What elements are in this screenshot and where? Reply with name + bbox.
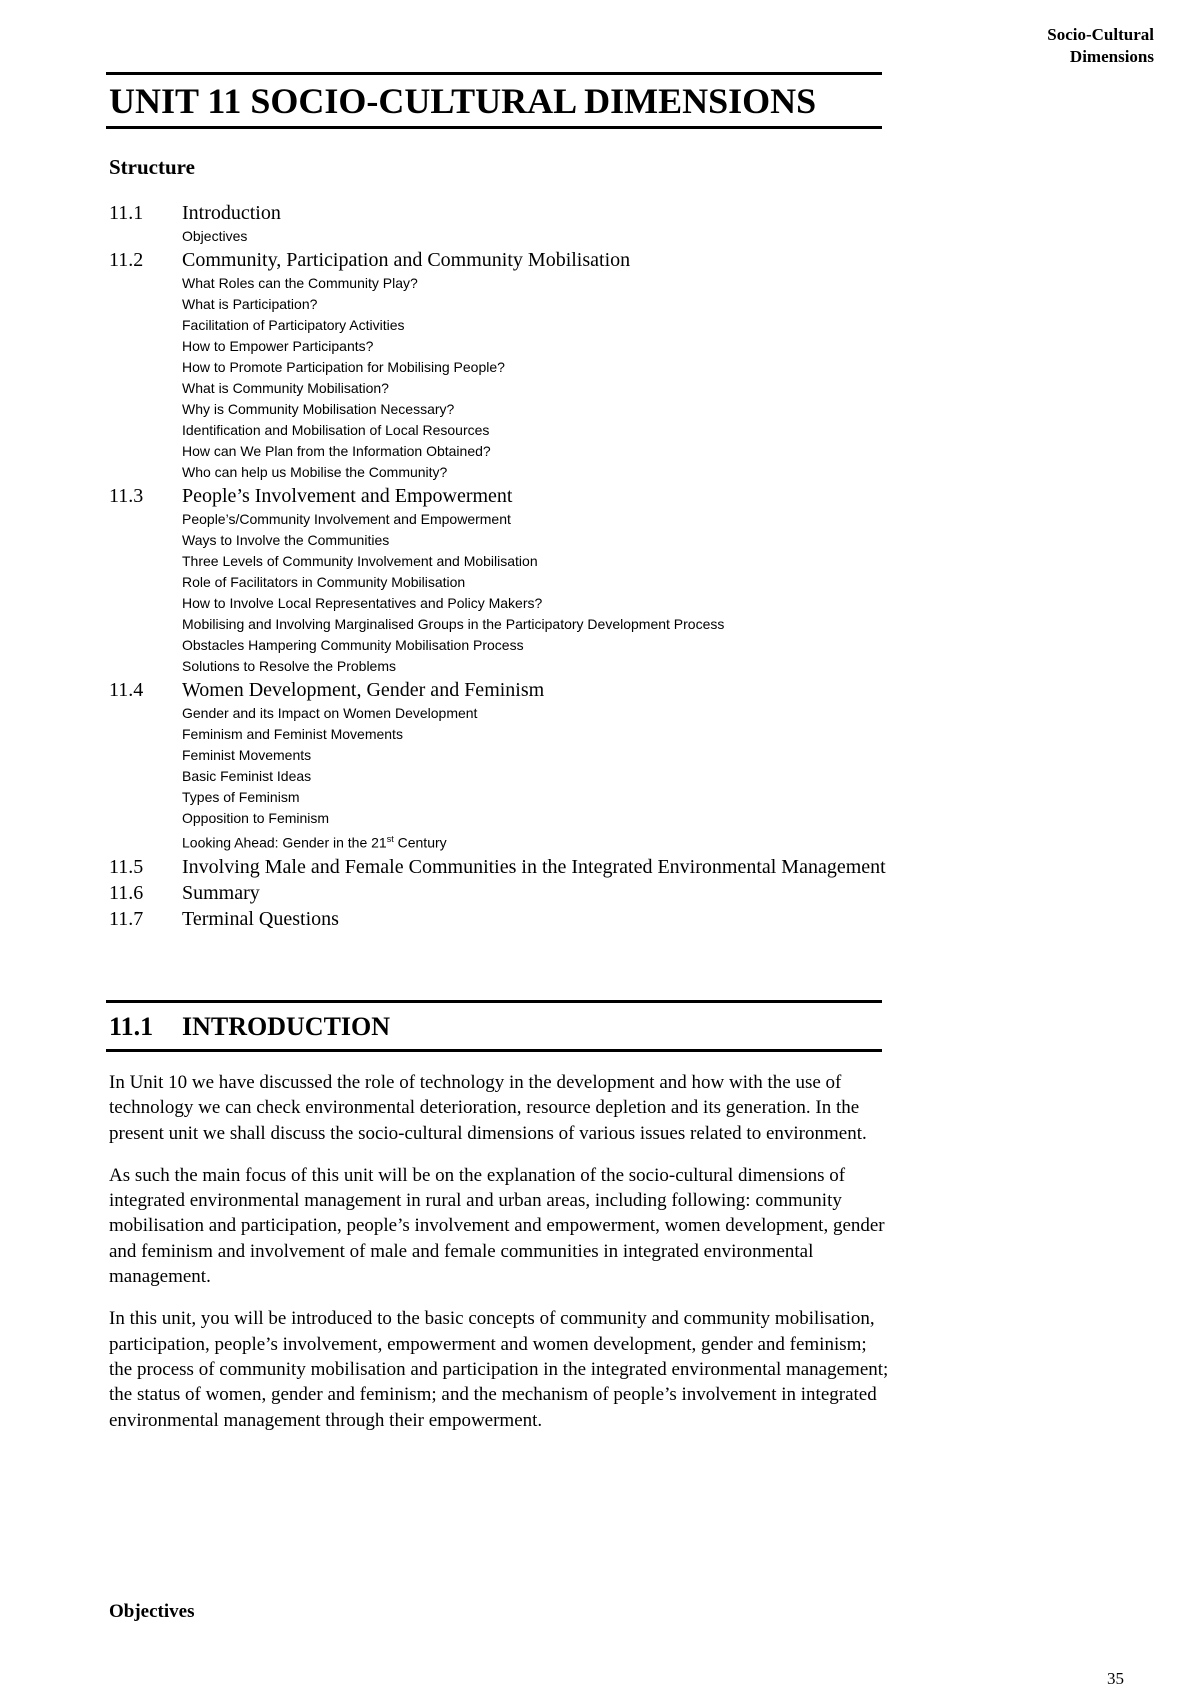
toc-subitem: Basic Feminist Ideas (182, 768, 312, 784)
toc-subitem: How to Involve Local Representatives and Policy Makers? (182, 595, 543, 611)
unit-title: UNIT 11 SOCIO-CULTURAL DIMENSIONS (109, 81, 817, 121)
toc-number: 11.1 (109, 202, 144, 224)
toc-subitem: Feminism and Feminist Movements (182, 726, 403, 742)
section-title: INTRODUCTION (182, 1012, 391, 1041)
toc-number: 11.2 (109, 249, 144, 271)
toc-subitem: What is Community Mobilisation? (182, 380, 389, 396)
toc-subitem: Three Levels of Community Involvement and Mobilisation (182, 553, 538, 569)
toc-section (109, 247, 889, 483)
toc-section (109, 677, 889, 854)
toc-title: Women Development, Gender and Feminism (182, 679, 545, 701)
toc-subitem: Types of Feminism (182, 789, 300, 805)
table-of-contents (109, 200, 889, 932)
toc-subitem: How to Promote Participation for Mobilising People? (182, 359, 505, 375)
toc-title: People’s Involvement and Empowerment (182, 485, 513, 507)
structure-heading: Structure (109, 155, 195, 179)
toc-subitem: Facilitation of Participatory Activities (182, 317, 405, 333)
page-number: 35 (1107, 1669, 1124, 1688)
toc-number: 11.6 (109, 881, 144, 904)
toc-section (109, 906, 889, 932)
toc-subitem: How to Empower Participants? (182, 338, 374, 354)
section-number: 11.1 (109, 1012, 154, 1041)
toc-subitem: Identification and Mobilisation of Local Resources (182, 422, 490, 438)
toc-subitem: Obstacles Hampering Community Mobilisation Process (182, 637, 524, 653)
toc-subitem: Looking Ahead: Gender in the 21st Century (182, 834, 447, 851)
section-top-rule (106, 1000, 882, 1003)
ordinal-superscript: st (386, 834, 394, 844)
toc-number: 11.4 (109, 679, 144, 701)
objectives-heading: Objectives (109, 1601, 195, 1622)
toc-subitem: Gender and its Impact on Women Development (182, 705, 478, 721)
title-top-rule (106, 72, 882, 75)
toc-title: Community, Participation and Community Mobilisation (182, 249, 631, 271)
toc-subitem: What is Participation? (182, 296, 318, 312)
toc-section (109, 483, 889, 677)
toc-subitem: Who can help us Mobilise the Community? (182, 464, 448, 480)
paragraph: In Unit 10 we have discussed the role of technology in the development and how with the use of technology we can check environmental deterioration, resource depletion and its generation. In the present unit we shall discuss the socio-cultural dimensions of various issues related to environment. (109, 1072, 867, 1144)
toc-title: Summary (182, 881, 260, 904)
section-heading (109, 1010, 390, 1044)
toc-number: 11.7 (109, 907, 144, 930)
toc-section (109, 200, 889, 247)
paragraph: As such the main focus of this unit will be on the explanation of the socio-cultural dimensions of integrated environmental management in rural and urban areas, including following: community mobilisation and participation, people’s involvement and empowerment, women development, gender and feminism and involvement of male and female communities in integrated environmental management. (109, 1164, 885, 1288)
toc-title: Introduction (182, 202, 281, 224)
toc-title: Involving Male and Female Communities in the Integrated Environmental Management (182, 855, 886, 878)
paragraph: In this unit, you will be introduced to the basic concepts of community and community mobilisation, participation, people’s involvement, empowerment and women development, gender and feminism; the process of community mobilisation and participation in the integrated environmental management; the status of women, gender and feminism; and the mechanism of people’s involvement in integrated environmental management through their empowerment. (109, 1308, 889, 1431)
toc-subitem: Solutions to Resolve the Problems (182, 658, 396, 674)
toc-number: 11.3 (109, 485, 144, 507)
title-bottom-rule (106, 126, 882, 129)
toc-number: 11.5 (109, 855, 144, 878)
introduction-body (109, 1070, 889, 1450)
toc-subitem: Objectives (182, 228, 248, 244)
toc-section (109, 880, 889, 906)
toc-subitem: Ways to Involve the Communities (182, 532, 390, 548)
toc-subitem: Opposition to Feminism (182, 810, 330, 826)
toc-title: Terminal Questions (182, 907, 339, 930)
toc-subitem: What Roles can the Community Play? (182, 275, 418, 291)
toc-subitem: Feminist Movements (182, 747, 312, 763)
toc-section (109, 854, 889, 880)
toc-subitem: How can We Plan from the Information Obtained? (182, 443, 491, 459)
section-bottom-rule (106, 1049, 882, 1052)
toc-subitem: Mobilising and Involving Marginalised Groups in the Participatory Development Process (182, 616, 725, 632)
running-head: Socio-Cultural Dimensions (1047, 25, 1154, 66)
toc-subitem: People’s/Community Involvement and Empowerment (182, 511, 511, 527)
toc-subitem: Why is Community Mobilisation Necessary? (182, 401, 455, 417)
toc-subitem: Role of Facilitators in Community Mobilisation (182, 574, 466, 590)
